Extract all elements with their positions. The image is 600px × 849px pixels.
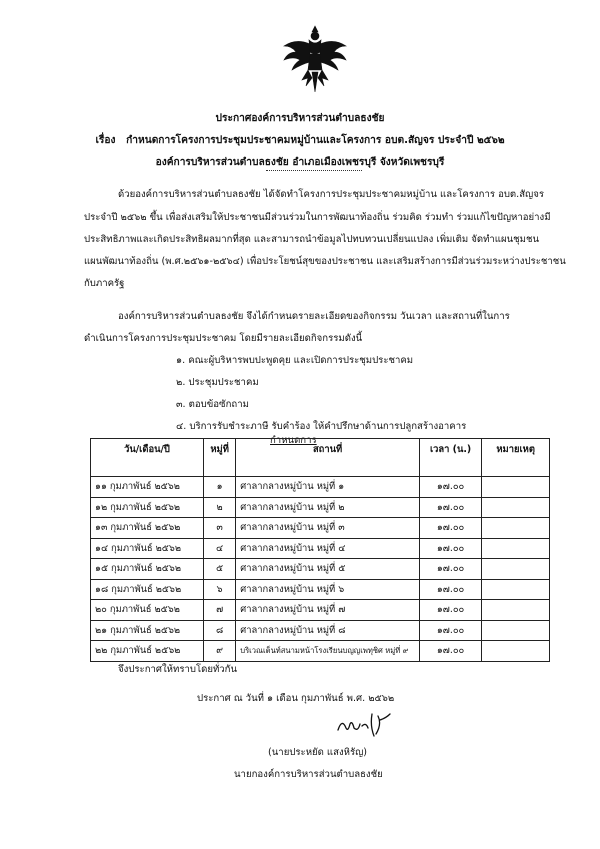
cell-note [482,538,550,559]
cell-date: ๑๕ กุมภาพันธ์ ๒๕๖๒ [91,559,204,580]
subject-line [0,132,600,148]
paragraph-2-line-1: องค์การบริหารส่วนตำบลธงชัย จึงได้กำหนดรายละเอียดของกิจกรรม วันเวลา และสถานที่ในการ [118,311,510,322]
cell-moo: ๗ [203,600,235,621]
table-row [91,641,550,662]
cell-time: ๑๗.๐๐ [419,518,481,539]
paragraph-1-line-3: ประสิทธิภาพและเกิดประสิทธิผลมากที่สุด และสามารถนำข้อมูลไปทบทวนเปลี่ยนแปลง เพิ่มเติม จัดทำแผนชุมชน [84,234,540,245]
table-row [91,559,550,580]
cell-date: ๑๔ กุมภาพันธ์ ๒๕๖๒ [91,538,204,559]
cell-place: ศาลากลางหมู่บ้าน หมู่ที่ ๗ [236,600,420,621]
cell-moo: ๓ [203,518,235,539]
cell-time: ๑๗.๐๐ [419,538,481,559]
list-item: ๔. บริการรับชำระภาษี รับคำร้อง ให้คำปรึกษาด้านการปลูกสร้างอาคาร [176,421,467,432]
separator-dots [266,170,362,171]
cell-place: ศาลากลางหมู่บ้าน หมู่ที่ ๓ [236,518,420,539]
cell-time: ๑๗.๐๐ [419,477,481,498]
cell-time: ๑๗.๐๐ [419,600,481,621]
cell-note [482,600,550,621]
table-row [91,620,550,641]
cell-date: ๒๐ กุมภาพันธ์ ๒๕๖๒ [91,600,204,621]
header-note: หมายเหตุ [482,439,550,477]
cell-note [482,477,550,498]
cell-moo: ๔ [203,538,235,559]
cell-place: ศาลากลางหมู่บ้าน หมู่ที่ ๒ [236,497,420,518]
table-row [91,579,550,600]
cell-date: ๑๓ กุมภาพันธ์ ๒๕๖๒ [91,518,204,539]
cell-moo: ๖ [203,579,235,600]
subject-text: กำหนดการโครงการประชุมประชาคมหมู่บ้านและโครงการ อบต.สัญจร ประจำปี ๒๕๖๒ [126,135,505,146]
header-date: วัน/เดือน/ปี [91,439,204,477]
header-time: เวลา (น.) [419,439,481,477]
handwritten-signature [334,710,394,740]
paragraph-1-line-2: ประจำปี ๒๕๖๒ ขึ้น เพื่อส่งเสริมให้ประชาชนมีส่วนร่วมในการพัฒนาท้องถิ่น ร่วมคิด ร่วมทำ ร่วมแก้ไขปัญหาอย่างมี [84,212,551,223]
cell-note [482,518,550,539]
signer-title: นายกองค์การบริหารส่วนตำบลธงชัย [234,769,383,780]
garuda-emblem-icon [278,22,352,96]
cell-place: ศาลากลางหมู่บ้าน หมู่ที่ ๘ [236,620,420,641]
cell-note [482,641,550,662]
cell-moo: ๑ [203,477,235,498]
cell-date: ๒๑ กุมภาพันธ์ ๒๕๖๒ [91,620,204,641]
table-row [91,600,550,621]
cell-note [482,579,550,600]
table-row [91,538,550,559]
paragraph-1-line-4: แผนพัฒนาท้องถิ่น (พ.ศ.๒๕๖๑-๒๕๖๔) เพื่อประโยชน์สุขของประชาชน และเสริมสร้างการมีส่วนร่วมระหว่างประชาชน [84,256,566,267]
list-item: ๓. ตอบข้อซักถาม [176,399,249,410]
cell-place: ศาลากลางหมู่บ้าน หมู่ที่ ๕ [236,559,420,580]
header-place: สถานที่ [236,439,420,477]
cell-time: ๑๗.๐๐ [419,559,481,580]
cell-time: ๑๗.๐๐ [419,579,481,600]
header-moo: หมู่ที่ [203,439,235,477]
announcement-title: ประกาศองค์การบริหารส่วนตำบลธงชัย [215,113,385,124]
cell-date: ๑๘ กุมภาพันธ์ ๒๕๖๒ [91,579,204,600]
paragraph-1-line-1: ด้วยองค์การบริหารส่วนตำบลธงชัย ได้จัดทำโครงการประชุมประชาคมหมู่บ้าน และโครงการ อบต.สัญจร [118,189,544,200]
paragraph-1-line-5: กับภาครัฐ [84,278,125,289]
closing-announcement: จึงประกาศให้ทราบโดยทั่วกัน [118,664,238,675]
cell-place: ศาลากลางหมู่บ้าน หมู่ที่ ๑ [236,477,420,498]
table-row [91,477,550,498]
table-header-row [91,439,550,477]
organization-line: องค์การบริหารส่วนตำบลธงชัย อำเภอเมืองเพชรบุรี จังหวัดเพชรบุรี [155,157,445,168]
list-item: ๑. คณะผู้บริหารพบปะพูดคุย และเปิดการประชุมประชาคม [176,355,414,366]
cell-place: ศาลากลางหมู่บ้าน หมู่ที่ ๖ [236,579,420,600]
schedule-table [90,438,550,662]
cell-date: ๑๑ กุมภาพันธ์ ๒๕๖๒ [91,477,204,498]
cell-time: ๑๗.๐๐ [419,497,481,518]
paragraph-2-line-2: ดำเนินการโครงการประชุมประชาคม โดยมีรายละเอียดกิจกรรมดังนี้ [84,333,363,344]
cell-moo: ๘ [203,620,235,641]
table-row [91,497,550,518]
list-item: ๒. ประชุมประชาคม [176,377,259,388]
cell-note [482,497,550,518]
cell-note [482,559,550,580]
announcement-date: ประกาศ ณ วันที่ ๑ เดือน กุมภาพันธ์ พ.ศ. ๒๕๖๒ [197,693,395,704]
cell-date: ๑๒ กุมภาพันธ์ ๒๕๖๒ [91,497,204,518]
table-row [91,518,550,539]
cell-place: บริเวณเต็นท์สนามหน้าโรงเรียนบญญเพทุชิศ หมู่ที่ ๙ [236,641,420,662]
subject-label: เรื่อง [95,135,116,146]
cell-moo: ๙ [203,641,235,662]
cell-place: ศาลากลางหมู่บ้าน หมู่ที่ ๔ [236,538,420,559]
cell-moo: ๒ [203,497,235,518]
signer-name: (นายประหยัด แสงหิรัญ) [268,747,368,758]
cell-time: ๑๗.๐๐ [419,641,481,662]
cell-date: ๒๒ กุมภาพันธ์ ๒๕๖๒ [91,641,204,662]
cell-moo: ๕ [203,559,235,580]
cell-note [482,620,550,641]
cell-time: ๑๗.๐๐ [419,620,481,641]
schedule-label: กำหนดการ [270,435,317,446]
